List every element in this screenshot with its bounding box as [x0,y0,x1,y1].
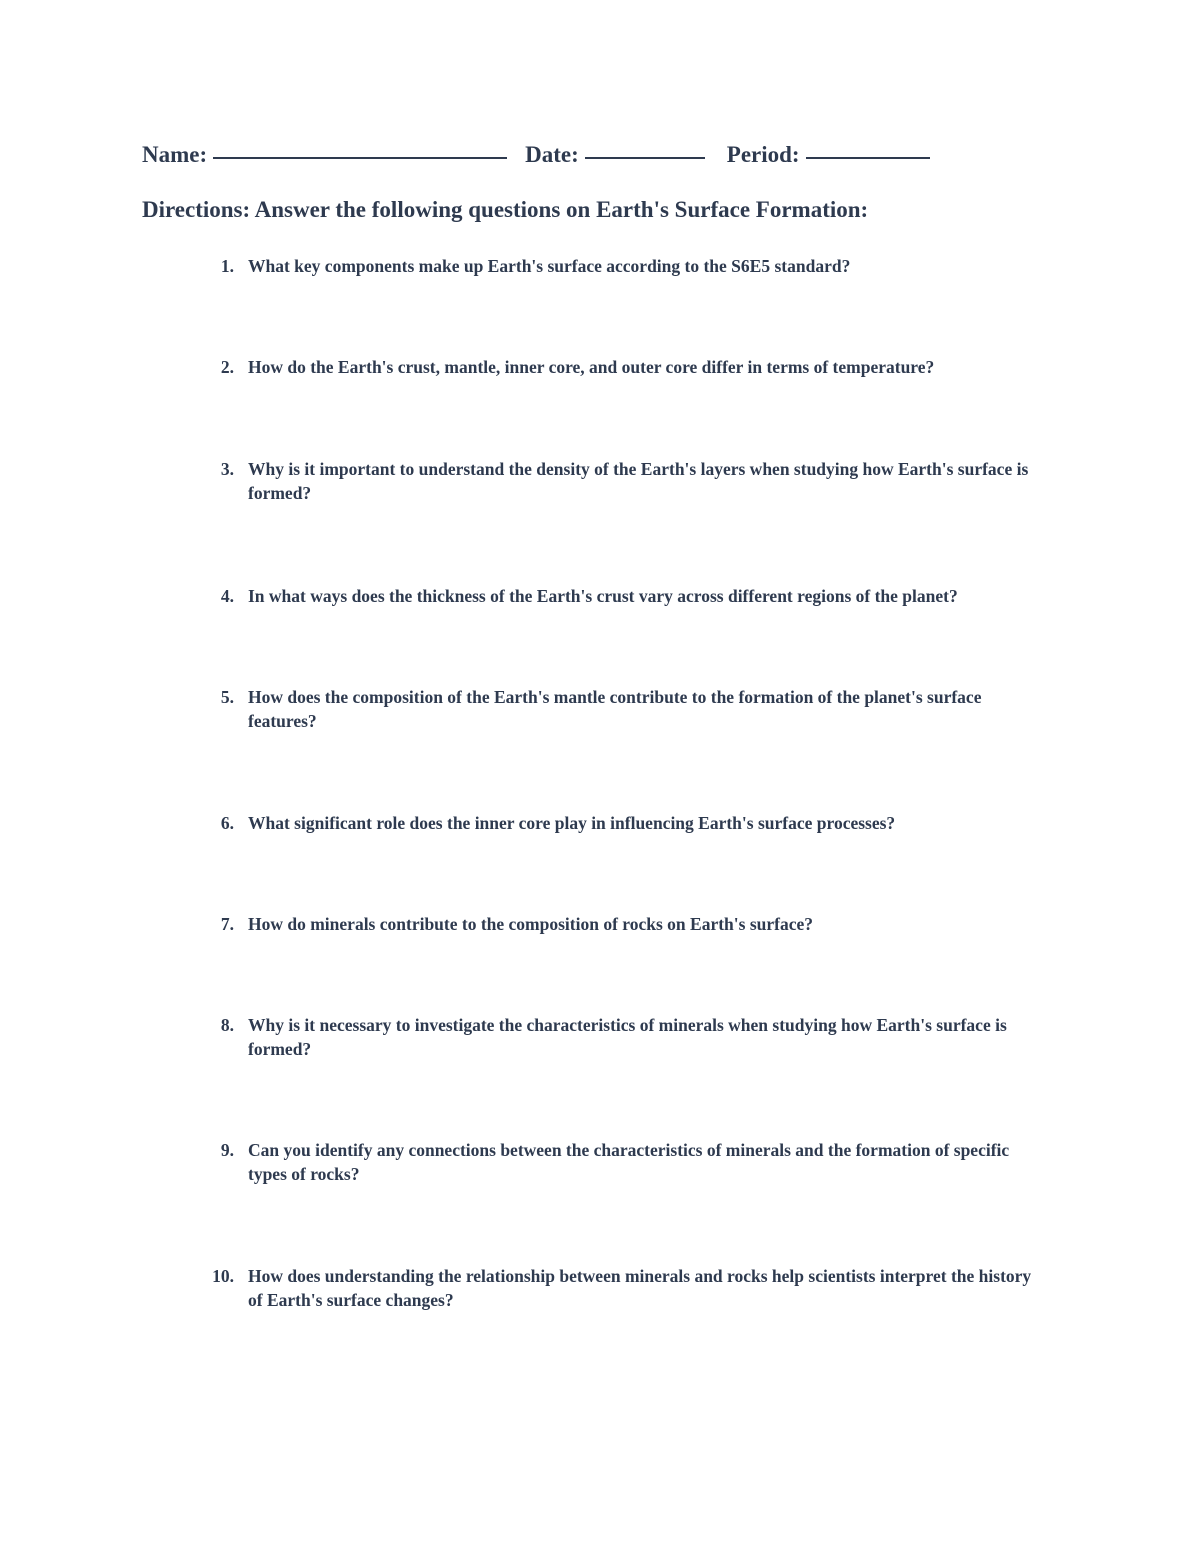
question-text: Why is it important to understand the density of the Earth's layers when studying how Earth's surface is formed? [248,459,1029,503]
question-text: In what ways does the thickness of the Earth's crust vary across different regions of the planet? [248,586,958,606]
period-blank[interactable] [806,157,930,159]
question-number: 2. [220,357,234,377]
student-info-line [142,142,930,168]
question-number: 5. [220,687,234,707]
name-field [142,142,525,168]
name-blank[interactable] [213,157,507,159]
question-number: 9. [220,1140,234,1160]
directions-heading: Directions: Answer the following questions on Earth's Surface Formation: [142,197,869,222]
question-number: 1. [220,256,234,276]
question-text: How does understanding the relationship between minerals and rocks help scientists interpret the history of Earth's surface changes? [248,1266,1032,1310]
name-label: Name: [142,142,208,167]
question-text: Can you identify any connections between the characteristics of minerals and the formation of specific types of rocks? [248,1140,1010,1184]
question-number: 4. [220,586,234,606]
question-number: 6. [220,813,234,833]
question-text: Why is it necessary to investigate the characteristics of minerals when studying how Earth's surface is formed? [248,1015,1007,1059]
question-number: 7. [220,914,234,934]
question-number: 3. [220,459,234,479]
date-field [525,142,727,168]
question-text: What significant role does the inner core play in influencing Earth's surface processes? [248,813,896,833]
question-text: How do minerals contribute to the composition of rocks on Earth's surface? [248,914,813,934]
date-blank[interactable] [585,157,705,159]
period-label: Period: [726,142,800,167]
question-number: 8. [220,1015,234,1035]
period-field [727,142,930,168]
question-text: How do the Earth's crust, mantle, inner core, and outer core differ in terms of temperature? [248,357,935,377]
date-label: Date: [525,142,579,167]
question-text: How does the composition of the Earth's mantle contribute to the formation of the planet's surface features? [248,687,982,731]
question-text: What key components make up Earth's surface according to the S6E5 standard? [248,256,851,276]
question-number: 10. [212,1266,234,1286]
